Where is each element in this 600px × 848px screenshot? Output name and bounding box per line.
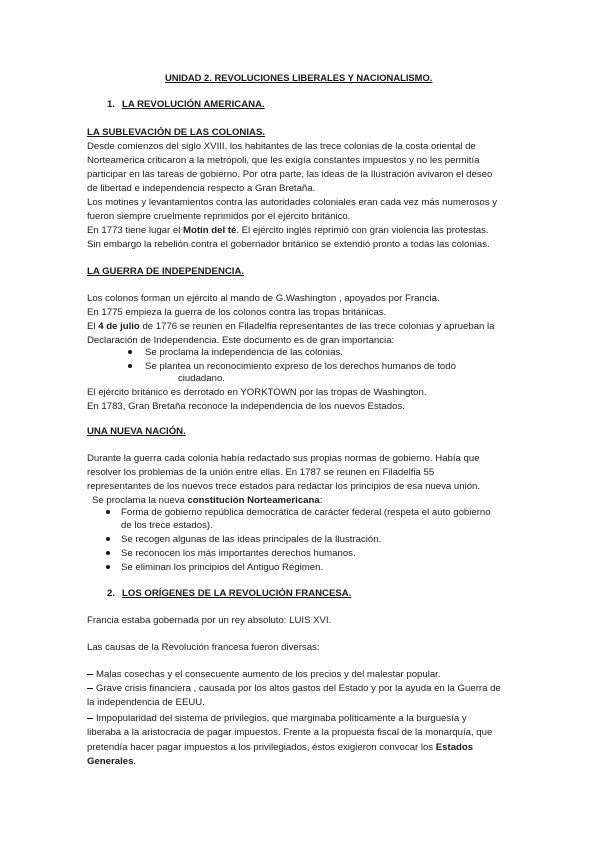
paragraph-line [87,320,494,334]
bold-term: Motín del té [183,225,237,236]
text-run: Grave crisis financiera , causada por los altos gastos del Estado y por la ayuda en la Guerra de [96,683,501,694]
page-title: UNIDAD 2. REVOLUCIONES LIBERALES Y NACIONALISMO. [165,72,433,83]
paragraph-line: Las causas de la Revolución francesa fueron diversas: [87,642,320,653]
paragraph-line: Sin embargo la rebelión contra el gobernador británico se extendió pronto a todas las colonias. [87,239,490,250]
text-run: : [319,495,323,506]
dash-marker [87,688,93,689]
list-item: Se proclama la independencia de las colonias. [145,347,343,358]
text-run: Se proclama la nueva [92,495,188,506]
paragraph-line: resolver los problemas de la unión entre ellas. En 1787 se reunen en Filadelfia 55 [87,467,435,478]
bold-term: Generales [87,756,134,767]
paragraph-line [87,712,467,726]
section-number: 2. [107,588,116,599]
section-heading: LA REVOLUCIÓN AMERICANA. [122,99,265,110]
paragraph-line [87,741,473,755]
paragraph-line: Los motines y levantamientos contra las autoridades coloniales eran cada vez más numerosos y [87,197,498,208]
bold-term: constitución Norteamericana [187,495,320,506]
paragraph-line: liberaba a la aristocracia de pagar impuestos. Frente a la propuesta fiscal de la monarquía, que [87,727,493,738]
list-item-continuation: ciudadano. [178,373,225,384]
paragraph-line [87,755,136,769]
subsection-heading: LA SUBLEVACIÓN DE LAS COLONIAS. [87,127,266,138]
paragraph-line: participar en las tareas de gobierno. Por otra parte, las ideas de la Ilustración avivaron el deseo [87,169,493,180]
paragraph-line: Norteamérica criticaron a la metrópoli, que les exigía constantes impuestos y no les permitía [87,155,480,166]
paragraph-line: de libertad e independencia respecto a Gran Bretaña. [87,183,316,194]
paragraph-line: la independencia de EEUU. [87,697,205,708]
section-heading: LOS ORÍGENES DE LA REVOLUCIÓN FRANCESA. [122,588,352,599]
list-item: Forma de gobierno república democrática de carácter federal (respeta el auto gobierno [121,507,491,518]
dash-marker [87,718,93,719]
bold-term: 4 de julio [98,321,140,332]
text-run: El [87,321,99,332]
dash-marker [87,674,93,675]
text-run: pretendía hacer pagar impuestos a los privilegiados, éstos exigieron convocar los [87,742,436,753]
list-item-continuation: de los trece estados). [121,520,213,531]
paragraph-line: Durante la guerra cada colonia había redactado sus propias normas de gobierno. Había que [87,453,480,464]
subsection-heading: UNA NUEVA NACIÓN. [87,426,186,437]
list-item: Se recogen algunas de las ideas principales de la Ilustración. [121,534,382,545]
paragraph-line: representantes de los nuevos trece estados para redactar los principios de esa nueva unión. [87,481,481,492]
paragraph-line: En 1783, Gran Bretaña reconoce la independencia de los nuevos Estados. [87,401,405,412]
text-run: Impopularidad del sistema de privilegios, que marginaba políticamente a la burguesía y [96,713,467,724]
bullet [128,364,132,368]
paragraph-line: Francia estaba gobernada por un rey absoluto: LUIS XVI. [87,615,332,626]
text-run: . El ejército inglés reprimió con gran violencia las protestas. [236,225,489,236]
bold-term: Estados [435,742,474,753]
list-item: Se eliminan los principios del Antiguo Régimen. [121,562,324,573]
bullet [128,350,132,354]
bullet [106,510,110,514]
bullet [106,565,110,569]
bullet [106,551,110,555]
paragraph-line: fueron siempre cruelmente reprimidos por el ejército británico. [87,211,351,222]
list-item: Se reconocen los más importantes derechos humanos. [121,548,356,559]
text-run: En 1773 tiene lugar el [87,225,184,236]
paragraph-line: Declaración de Independencia. Este documento es de gran importancia: [87,335,395,346]
subsection-heading: LA GUERRA DE INDEPENDENCIA. [87,266,245,277]
text-run: . [133,756,137,767]
paragraph-line: Los colonos forman un ejército al mando de G.Washington , apoyados por Francia. [87,293,440,304]
list-item: Se plantea un reconocimiento expreso de los derechos humanos de todo [145,361,456,372]
bullet [106,537,110,541]
paragraph-line: Desde comienzos del siglo XVIII, los habitantes de las trece colonias de la costa oriental de [87,141,476,152]
text-run: de 1776 se reunen en Filadelfia representantes de las trece colonias y aprueban la [139,321,495,332]
paragraph-line [87,682,501,696]
section-number: 1. [107,99,116,110]
text-run: Malas cosechas y el consecuente aumento de los precios y del malestar popular. [96,669,441,680]
paragraph-line: En 1775 empieza la guerra de los colonos contra las tropas británicas. [87,307,387,318]
paragraph-line [87,668,441,682]
paragraph-line: El ejército británico es derrotado en YORKTOWN por las tropas de Washington. [87,387,427,398]
paragraph-line [87,224,489,238]
